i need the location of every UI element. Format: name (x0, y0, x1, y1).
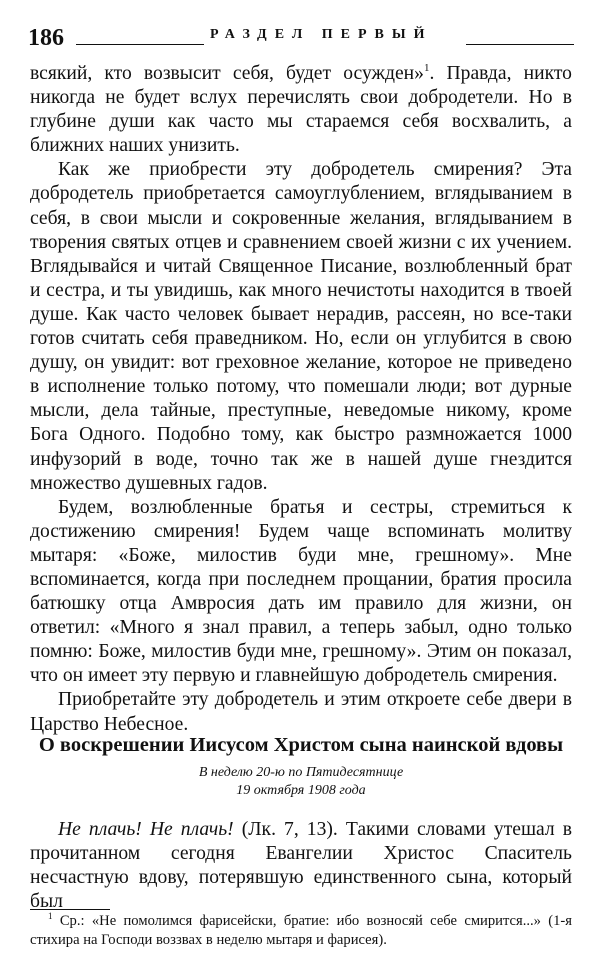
section-title: О воскрешении Иисусом Христом сына наинской вдовы (38, 734, 564, 756)
section-paragraph-text: (Лк. 7, 13). Такими словами утешал в прочитанном сегодня Евангелии Христос Спаситель несчастную вдову, потерявшую единственного сына, который был (30, 819, 572, 913)
paragraph-2: Как же приобрести эту добродетель смирения? Эта добродетель приобретается самоуглублением, вглядыванием в себя, в свои мысли и сокровенные желания, вглядыванием в творения святых отцев и сравнением своей жизни с их учением. Вглядывайся и читай Священное Писание, возлюбленный брат и сестра, и ты увидишь, как много нечистоты находится в твоей душе. Как часто человек бывает нерадив, рассеян, но все-таки готов считать себя праведником. Но, если он углубится в свою душу, он увидит: вот греховное желание, которое не приведено в исполнение только потому, что помешали люди; вот дурные мысли, дела тайные, преступные, неведомые никому, кроме Бога Одного. Подобно тому, как быстро размножается 1000 инфузорий в воде, точно так же в нашей душе гнездится множество душевных гадов. (30, 159, 572, 494)
footnote-reference: 1 (423, 62, 430, 74)
section-text (30, 818, 572, 914)
page-header (28, 24, 574, 52)
paragraph-3: Будем, возлюбленные братья и сестры, стремиться к достижению смирения! Будем чаще вспоминать молитву мытаря: «Боже, милостив буди мне, грешному». Мне вспоминается, когда при последнем прощании, братия просила батюшку отца Амвросия дать им правило для жизни, он ответил: «Много я знал правил, а теперь забыл, одно только помню: Боже, милостив буди мне, грешному». Этим он показал, что он имеет эту первую и главнейшую добродетель смирения. (30, 496, 572, 687)
section-paragraph-1 (30, 818, 572, 914)
paragraph-1-continuation: . Правда, никто никогда не будет вслух перечислять свои добродетели. Но в глубине души как часто мы стараемся себя восхвалить, а ближних наших унизить. (30, 63, 572, 157)
subtitle-occasion: В неделю 20-ю по Пятидесятнице (198, 765, 404, 780)
subtitle-date: 19 октября 1908 года (236, 783, 366, 798)
main-text (30, 62, 572, 737)
footnote-divider (30, 909, 110, 910)
running-head: РАЗДЕЛ ПЕРВЫЙ (210, 27, 433, 42)
footnote-text: Ср.: «Не помолимся фарисейски, братие: ибо возносяй себе смирится...» (1-я стихира на Господи воззвах в неделю мытаря и фарисея). (30, 913, 572, 948)
page-number: 186 (28, 25, 64, 51)
footnote (30, 912, 572, 950)
footnote-mark: 1 (48, 911, 53, 921)
paragraph-4: Приобретайте эту добродетель и этим откроете себе двери в Царство Небесное. (30, 689, 572, 735)
scripture-quote: Не плачь! Не плачь! (58, 819, 234, 840)
section-subtitle (30, 764, 572, 800)
header-rule-right (466, 44, 574, 45)
paragraph-1-text: всякий, кто возвысит себя, будет осужден» (30, 63, 424, 84)
header-rule-left (76, 44, 204, 45)
paragraph-1 (30, 62, 572, 158)
